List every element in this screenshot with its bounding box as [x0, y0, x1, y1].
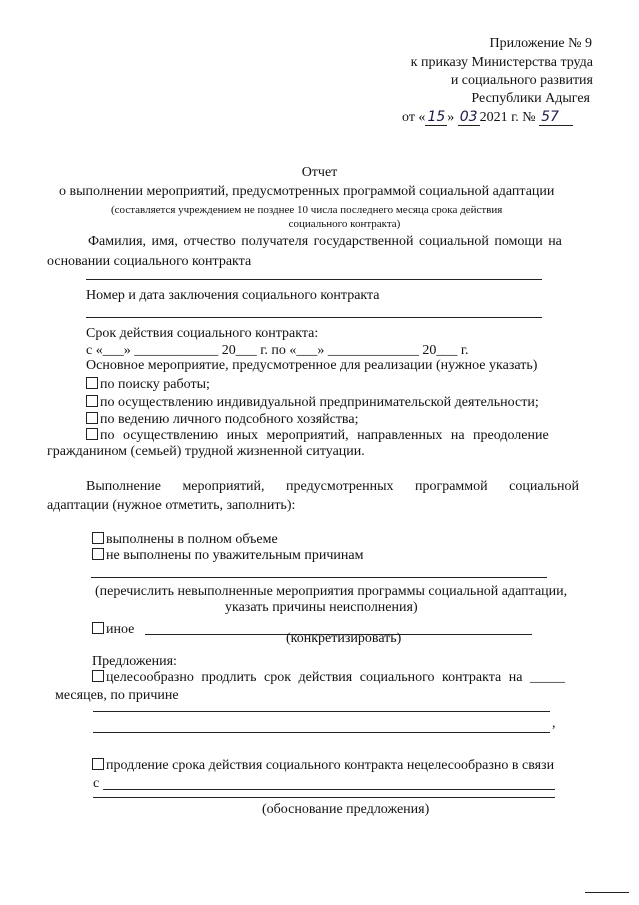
- execution-option-full-label: выполнены в полном объеме: [106, 532, 278, 547]
- contract-number-label: Номер и дата заключения социального контракта: [86, 288, 380, 303]
- unfulfilled-hint-line1: (перечислить невыполненные мероприятия программы социальной адаптации,: [95, 584, 568, 599]
- proposals-label: Предложения:: [92, 654, 177, 669]
- execution-option-not-done[interactable]: [92, 548, 363, 564]
- proposal-not-extend[interactable]: [92, 758, 554, 774]
- execution-label-line1: Выполнение мероприятий, предусмотренных программой социальной: [86, 479, 580, 494]
- checkbox-icon[interactable]: [92, 622, 104, 634]
- date-day: 15: [427, 109, 446, 125]
- report-note-line1: (составляется учреждением не позднее 10 числа последнего месяца срока действия: [111, 204, 503, 216]
- fio-label-line1: Фамилия, имя, отчество получателя государственной социальной помощи на: [88, 234, 562, 249]
- checkbox-icon[interactable]: [86, 377, 98, 389]
- execution-option-full[interactable]: [92, 532, 278, 548]
- other-hint: (конкретизировать): [286, 631, 402, 646]
- not-extend-reason-line1[interactable]: [103, 789, 555, 790]
- activity-option-entrepreneurship-label: по осуществлению индивидуальной предпринимательской деятельности;: [100, 395, 539, 410]
- order-number: 57: [539, 109, 573, 126]
- contract-number-field-line[interactable]: [86, 317, 542, 318]
- proposal-hint: (обоснование предложения): [262, 802, 430, 817]
- execution-option-other[interactable]: [92, 622, 134, 638]
- checkbox-icon[interactable]: [86, 428, 98, 440]
- report-title: Отчет: [301, 165, 338, 180]
- checkbox-icon[interactable]: [92, 670, 104, 682]
- proposal-extend-continuation: месяцев, по причине: [55, 688, 179, 703]
- fio-field-line[interactable]: [86, 279, 542, 280]
- activity-option-entrepreneurship[interactable]: [86, 395, 539, 411]
- date-mid: »: [447, 110, 458, 125]
- activity-option-other-label: по осуществлению иных мероприятий, направленных на преодоление: [100, 428, 549, 443]
- extend-reason-line1[interactable]: [93, 711, 550, 712]
- term-label: Срок действия социального контракта:: [86, 326, 319, 341]
- execution-option-not-done-label: не выполнены по уважительным причинам: [106, 548, 364, 563]
- report-subtitle: о выполнении мероприятий, предусмотренных программой социальной адаптации: [59, 184, 555, 199]
- date-prefix: от «: [402, 110, 426, 125]
- activity-option-job-search-label: по поиску работы;: [100, 377, 210, 392]
- activity-option-other-continuation: гражданином (семьей) трудной жизненной ситуации.: [47, 444, 365, 459]
- report-note-line2: социального контракта): [288, 218, 401, 230]
- term-dates: с «___» ____________ 20___ г. по «___» _____________ 20___ г.: [86, 343, 469, 358]
- extend-reason-line2[interactable]: [93, 732, 550, 733]
- activity-option-household[interactable]: [86, 412, 358, 428]
- checkbox-icon[interactable]: [92, 548, 104, 560]
- activity-option-other[interactable]: [86, 428, 549, 444]
- order-date-line: [402, 109, 573, 126]
- proposal-not-extend-label: продление срока действия социального контракта нецелесообразно в связи: [106, 758, 555, 773]
- order-ministry-line: к приказу Министерства труда: [410, 55, 593, 70]
- execution-option-other-label: иное: [106, 622, 135, 637]
- proposal-extend-label: целесообразно продлить срок действия социального контракта на _____: [106, 670, 565, 685]
- activity-option-job-search[interactable]: [86, 377, 210, 393]
- date-month: 03: [459, 109, 478, 125]
- activity-option-household-label: по ведению личного подсобного хозяйства;: [100, 412, 359, 427]
- not-extend-reason-line2[interactable]: [93, 797, 555, 798]
- unfulfilled-field-line[interactable]: [91, 577, 547, 578]
- main-activity-label: Основное мероприятие, предусмотренное для реализации (нужное указать): [86, 358, 538, 373]
- checkbox-icon[interactable]: [92, 532, 104, 544]
- order-social-development-line: и социального развития: [450, 73, 593, 88]
- proposal-extend[interactable]: [92, 670, 565, 686]
- unfulfilled-hint-line2: указать причины неисполнения): [225, 600, 418, 615]
- checkbox-icon[interactable]: [86, 395, 98, 407]
- execution-label-line2: адаптации (нужное отметить, заполнить):: [47, 498, 296, 513]
- republic-line: Республики Адыгея: [471, 91, 590, 106]
- checkbox-icon[interactable]: [92, 758, 104, 770]
- footer-divider: [585, 892, 629, 893]
- proposal-not-extend-continuation: с: [93, 776, 100, 791]
- appendix-number: Приложение № 9: [489, 36, 592, 51]
- date-year: 2021 г. №: [479, 110, 536, 125]
- extend-reason-comma: ,: [552, 716, 556, 731]
- fio-label-line2: основании социального контракта: [47, 254, 252, 269]
- checkbox-icon[interactable]: [86, 412, 98, 424]
